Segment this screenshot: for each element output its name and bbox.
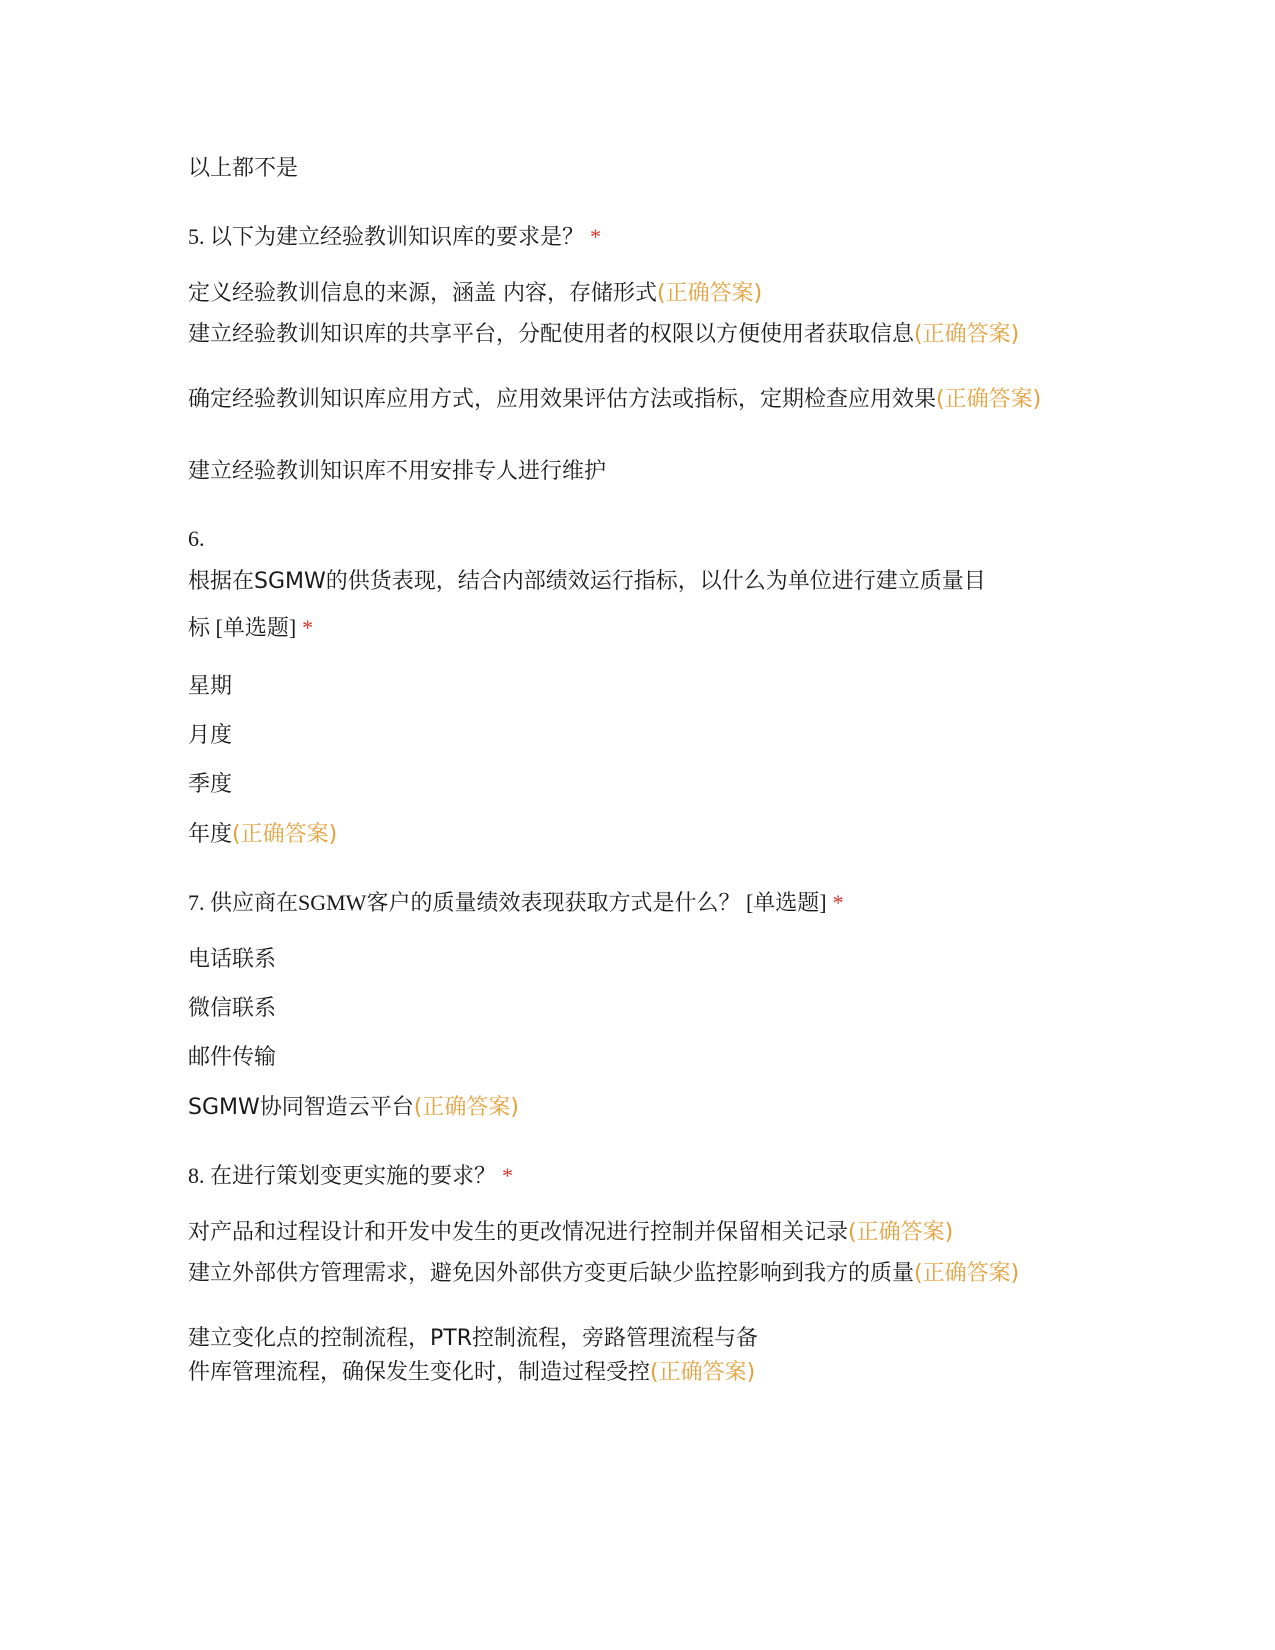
- correct-answer-tag: (正确答案): [848, 1220, 954, 1245]
- option-text: 建立经验教训知识库不用安排专人进行维护: [188, 459, 607, 484]
- q7-option-4: [188, 1091, 519, 1125]
- option-text: 月度: [188, 723, 233, 748]
- question-7-title: [188, 886, 844, 920]
- correct-answer-tag: (正确答案): [914, 322, 1020, 347]
- correct-answer-tag: (正确答案): [650, 1360, 756, 1385]
- q7-option-3: [188, 1041, 276, 1075]
- option-text: 定义经验教训信息的来源，涵盖 内容，存储形式: [188, 281, 657, 306]
- option-text: 年度: [188, 822, 233, 847]
- question-6-number: [188, 522, 205, 556]
- question-text: 根据在SGMW的供货表现，结合内部绩效运行指标，以什么为单位进行建立质量目: [188, 569, 986, 594]
- q5-option-3: [188, 383, 1093, 417]
- correct-answer-tag: (正确答案): [413, 1095, 519, 1120]
- question-6-text-line2: [188, 611, 313, 645]
- option-text: 电话联系: [188, 947, 277, 972]
- q8-option-2: [188, 1257, 1093, 1291]
- correct-answer-tag: (正确答案): [657, 281, 763, 306]
- option-text: 建立经验教训知识库的共享平台，分配使用者的权限以方便使用者获取信息: [188, 322, 915, 347]
- option-none-of-above: [188, 152, 298, 186]
- required-asterisk: *: [302, 615, 314, 640]
- q5-option-1: [188, 277, 762, 311]
- question-6-text-line1: [188, 565, 986, 599]
- question-5-title: [188, 220, 601, 254]
- required-asterisk: *: [590, 224, 602, 249]
- q5-option-2: [188, 318, 1093, 352]
- question-8-title: [188, 1159, 513, 1193]
- q6-option-4: [188, 818, 337, 852]
- correct-answer-tag: (正确答案): [936, 387, 1042, 412]
- option-text: 建立变化点的控制流程，PTR控制流程，旁路管理流程与备: [188, 1326, 758, 1351]
- option-text: 对产品和过程设计和开发中发生的更改情况进行控制并保留相关记录: [188, 1220, 849, 1245]
- q8-option-3-line2: [188, 1356, 755, 1390]
- survey-answer-page: [188, 0, 1093, 1650]
- q8-option-1: [188, 1216, 953, 1250]
- question-number: 6.: [188, 526, 205, 551]
- q6-option-1: [188, 670, 232, 704]
- question-number: 8.: [188, 1163, 205, 1188]
- required-asterisk: *: [832, 890, 844, 915]
- q7-option-2: [188, 992, 276, 1026]
- option-text: 确定经验教训知识库应用方式，应用效果评估方法或指标，定期检查应用效果: [188, 387, 937, 412]
- option-text: 邮件传输: [188, 1045, 277, 1070]
- q5-option-4: [188, 455, 606, 489]
- q7-option-1: [188, 943, 276, 977]
- question-text: 标 [单选题]: [188, 615, 297, 640]
- option-text: 件库管理流程，确保发生变化时，制造过程受控: [188, 1360, 651, 1385]
- option-text: 建立外部供方管理需求，避免因外部供方变更后缺少监控影响到我方的质量: [188, 1261, 915, 1286]
- question-text: 供应商在SGMW客户的质量绩效表现获取方式是什么？ [单选题]: [210, 890, 827, 915]
- correct-answer-tag: (正确答案): [914, 1261, 1020, 1286]
- option-text: 星期: [188, 674, 233, 699]
- option-text: 微信联系: [188, 996, 277, 1021]
- correct-answer-tag: (正确答案): [232, 822, 338, 847]
- q6-option-3: [188, 768, 232, 802]
- required-asterisk: *: [502, 1163, 514, 1188]
- question-number: 5.: [188, 224, 205, 249]
- q8-option-3-line1: [188, 1322, 758, 1356]
- q6-option-2: [188, 719, 232, 753]
- option-text: 季度: [188, 772, 233, 797]
- question-number: 7.: [188, 890, 205, 915]
- question-text: 在进行策划变更实施的要求？: [210, 1163, 497, 1188]
- option-text: 以上都不是: [188, 156, 299, 181]
- option-text: SGMW协同智造云平台: [188, 1095, 414, 1120]
- question-text: 以下为建立经验教训知识库的要求是？: [210, 224, 585, 249]
